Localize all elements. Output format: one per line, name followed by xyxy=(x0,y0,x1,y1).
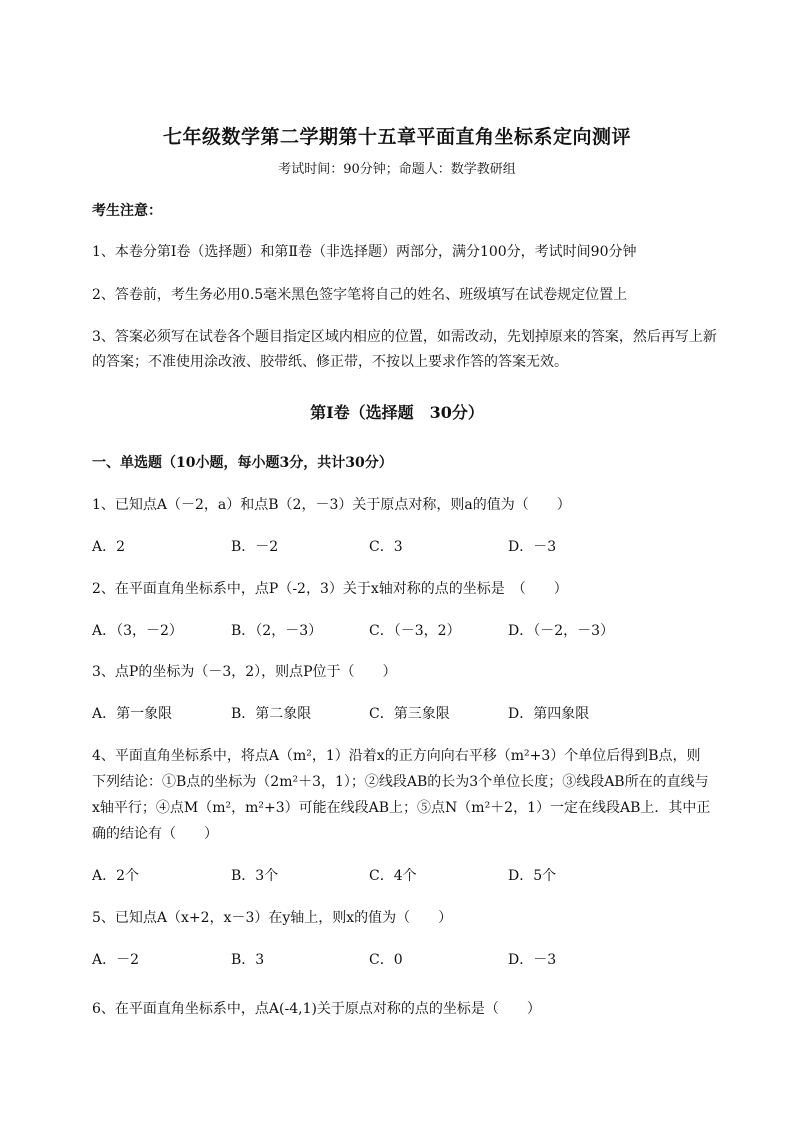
notice-item: 3、答案必须写在试卷各个题目指定区域内相应的位置，如需改动，先划掉原来的答案，然后再写上新 xyxy=(92,329,717,345)
option-b[interactable]: B．－2 xyxy=(231,539,279,555)
option-b[interactable]: B．（2，－3） xyxy=(231,623,323,639)
question-4-options xyxy=(92,865,712,885)
question-4-text: 4、平面直角坐标系中，将点A（m²，1）沿着x的正方向向右平移（m²+3）个单位后得到B点，则 xyxy=(92,748,701,764)
question-4-text: x轴平行；④点M（m²，m²+3）可能在线段AB上；⑤点N（m²＋2，1）一定在线段AB上．其中正 xyxy=(92,800,711,816)
option-d[interactable]: D．（－2，－3） xyxy=(508,623,615,639)
question-2-options xyxy=(92,620,712,640)
question-5-options xyxy=(92,949,712,969)
option-c[interactable]: C．3 xyxy=(369,539,403,555)
question-6-text: 6、在平面直角坐标系中，点A(-4,1)关于原点对称的点的坐标是（ ） xyxy=(92,1001,541,1017)
option-a[interactable]: A．－2 xyxy=(92,952,140,968)
notice-item: 2、答卷前，考生务必用0.5毫米黑色签字笔将自己的姓名、班级填写在试卷规定位置上 xyxy=(92,287,628,303)
option-c[interactable]: C．第三象限 xyxy=(369,706,450,722)
option-c[interactable]: C．（－3，2） xyxy=(369,623,461,639)
question-2-text: 2、在平面直角坐标系中，点P（-2，3）关于x轴对称的点的坐标是 （ ） xyxy=(92,581,568,597)
notice-item: 1、本卷分第I卷（选择题）和第Ⅱ卷（非选择题）两部分，满分100分，考试时间90分钟 xyxy=(92,244,637,260)
option-a[interactable]: A．2个 xyxy=(92,868,140,884)
option-a[interactable]: A．2 xyxy=(92,539,126,555)
question-4-text: 下列结论：①B点的坐标为（2m²＋3，1）；②线段AB的长为3个单位长度；③线段AB所在的直线与 xyxy=(92,774,709,790)
option-d[interactable]: D．5个 xyxy=(508,868,557,884)
question-3-options xyxy=(92,703,712,723)
option-b[interactable]: B．3 xyxy=(231,952,265,968)
option-d[interactable]: D．－3 xyxy=(508,539,557,555)
question-5-text: 5、已知点A（x+2，x－3）在y轴上，则x的值为（ ） xyxy=(92,910,453,926)
part-heading: 一、单选题（10小题，每小题3分，共计30分） xyxy=(92,455,393,471)
option-b[interactable]: B．3个 xyxy=(231,868,279,884)
question-3-text: 3、点P的坐标为（－3，2），则点P位于（ ） xyxy=(92,664,397,680)
section-title: 第I卷（选择题 30分） xyxy=(310,403,484,422)
option-b[interactable]: B．第二象限 xyxy=(231,706,312,722)
option-d[interactable]: D．－3 xyxy=(508,952,557,968)
option-c[interactable]: C．0 xyxy=(369,952,403,968)
page-title: 七年级数学第二学期第十五章平面直角坐标系定向测评 xyxy=(162,126,631,148)
option-c[interactable]: C．4个 xyxy=(369,868,417,884)
question-4-text: 确的结论有（ ） xyxy=(92,826,218,842)
option-d[interactable]: D．第四象限 xyxy=(508,706,590,722)
question-1-text: 1、已知点A（－2，a）和点B（2，－3）关于原点对称，则a的值为（ ） xyxy=(92,497,571,513)
question-1-options xyxy=(92,536,712,556)
option-a[interactable]: A．（3，－2） xyxy=(92,623,183,639)
page-subtitle: 考试时间：90分钟；命题人：数学教研组 xyxy=(278,162,516,177)
option-a[interactable]: A．第一象限 xyxy=(92,706,173,722)
notice-item: 的答案；不准使用涂改液、胶带纸、修正带，不按以上要求作答的答案无效。 xyxy=(92,354,568,370)
notice-heading: 考生注意： xyxy=(92,203,162,219)
